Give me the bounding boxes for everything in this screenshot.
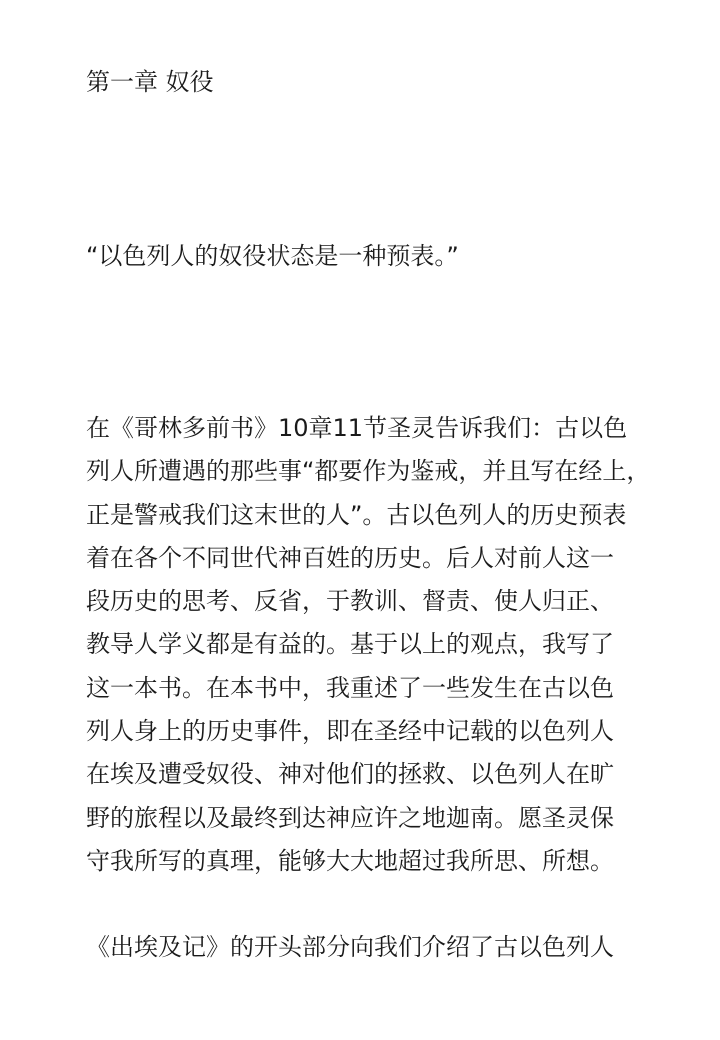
paragraph-line: 野的旅程以及最终到达神应许之地迦南。愿圣灵保 bbox=[86, 803, 614, 832]
paragraph-line: 列人身上的历史事件，即在圣经中记载的以色列人 bbox=[86, 717, 614, 746]
paragraph-line: 这一本书。在本书中，我重述了一些发生在古以色 bbox=[86, 673, 614, 702]
paragraph-line: 在埃及遭受奴役、神对他们的拯救、以色列人在旷 bbox=[86, 760, 614, 789]
paragraph-line: 正是警戒我们这末世的人”。古以色列人的历史预表 bbox=[86, 500, 627, 529]
paragraph-line: 在《哥林多前书》10章11节圣灵告诉我们：古以色 bbox=[86, 414, 628, 442]
paragraph-line: 着在各个不同世代神百姓的历史。后人对前人这一 bbox=[86, 543, 614, 572]
epigraph-quote: “以色列人的奴役状态是一种预表。” bbox=[86, 242, 459, 270]
paragraph-line: 段历史的思考、反省，于教训、督责、使人归正、 bbox=[86, 587, 614, 616]
body-paragraph bbox=[86, 407, 651, 883]
paragraph-line: 教导人学义都是有益的。基于以上的观点，我写了 bbox=[86, 630, 614, 659]
paragraph-line: 《出埃及记》的开头部分向我们介绍了古以色列人 bbox=[86, 933, 614, 961]
paragraph-line: 守我所写的真理，能够大大地超过我所思、所想。 bbox=[86, 846, 614, 875]
paragraph-line: 列人所遭遇的那些事“都要作为鉴戒，并且写在经上， bbox=[86, 457, 651, 486]
chapter-title: 第一章 奴役 bbox=[86, 68, 214, 96]
body-paragraph bbox=[86, 926, 646, 969]
